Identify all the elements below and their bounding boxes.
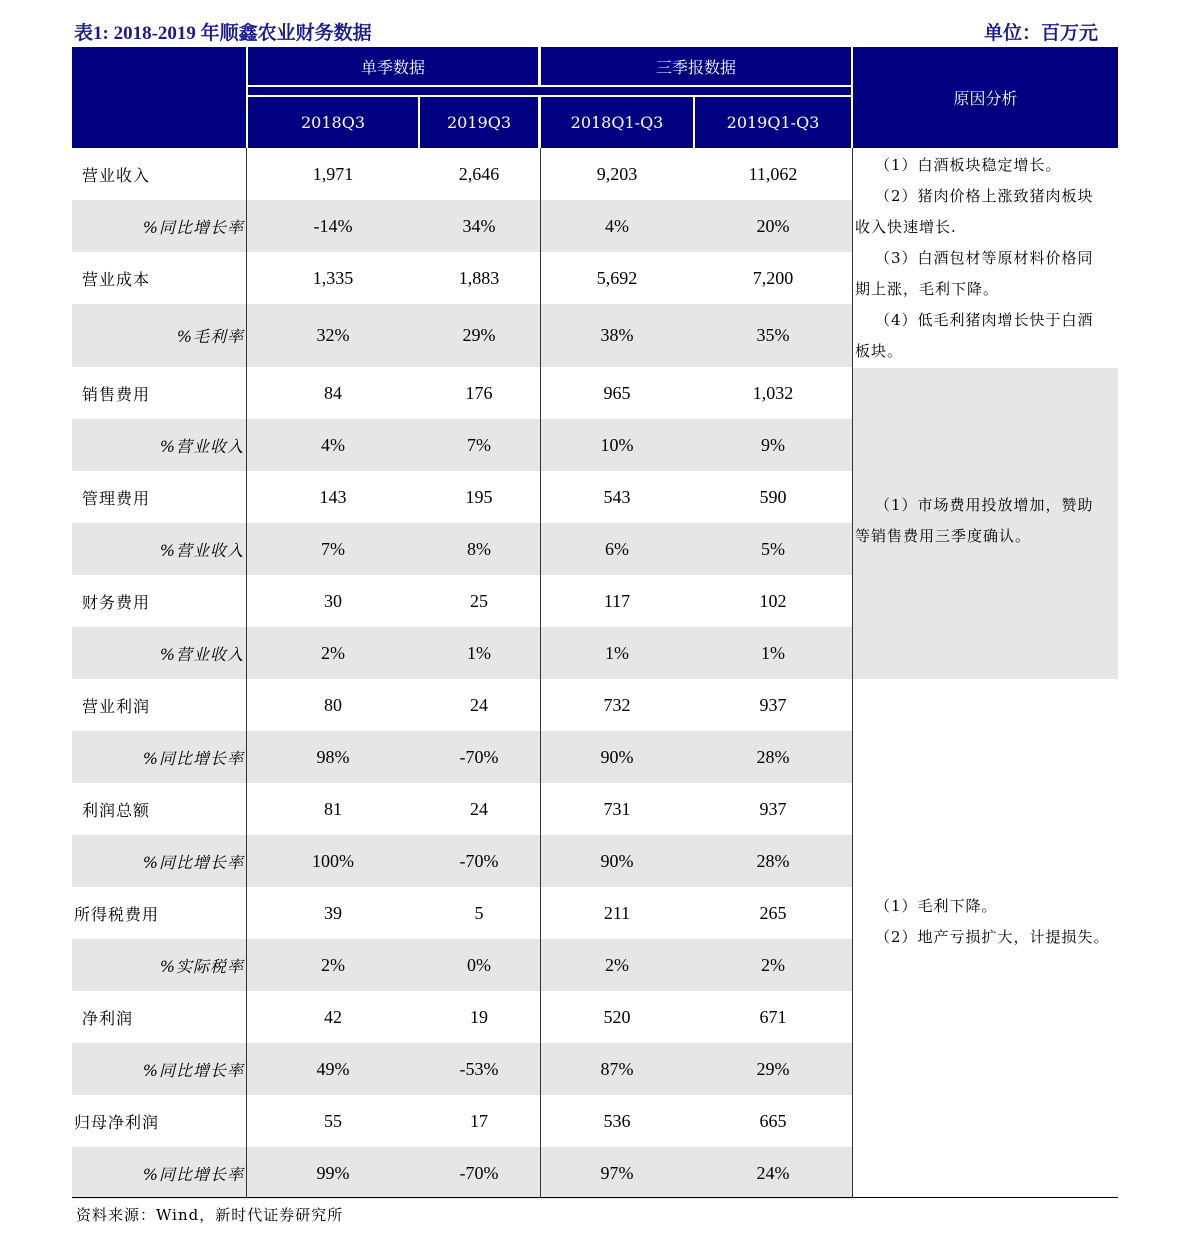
row-sublabel: %营业收入: [159, 644, 244, 664]
table-cell: 7%: [467, 434, 491, 455]
table-row: [72, 367, 852, 419]
header-col-2018q1q3: 2018Q1-Q3: [541, 97, 693, 148]
table-cell: 590: [759, 486, 787, 507]
table-cell: 965: [603, 382, 631, 403]
table-cell: 4%: [321, 434, 345, 455]
table-cell: 7,200: [752, 267, 794, 288]
table-cell: 28%: [756, 850, 790, 871]
row-label: 利润总额: [82, 800, 151, 820]
table-row: [72, 148, 852, 200]
header-col-2019q1q3: 2019Q1-Q3: [695, 97, 851, 148]
header-group-single: 单季数据: [248, 47, 538, 85]
header-col-2018q3: 2018Q3: [248, 97, 418, 148]
table-cell: 143: [319, 486, 347, 507]
unit-label: 单位：百万元: [983, 23, 1098, 44]
table-row: [72, 200, 852, 252]
table-cell: 2%: [321, 642, 345, 663]
table-row: [72, 939, 852, 991]
table-cell: 195: [465, 486, 493, 507]
table-cell: 2%: [321, 954, 345, 975]
table-row: [72, 887, 852, 939]
table-cell: 25: [470, 590, 488, 611]
table-cell: 55: [324, 1110, 342, 1131]
table-row: [72, 783, 852, 835]
divider-label: [246, 148, 247, 1197]
table-cell: 24: [470, 694, 488, 715]
header-group-three: 三季报数据: [541, 47, 851, 85]
table-row: [72, 731, 852, 783]
table-cell: 732: [603, 694, 631, 715]
table-cell: 42: [324, 1006, 342, 1027]
table-cell: 1,032: [752, 382, 794, 403]
row-sublabel: %营业收入: [159, 540, 244, 560]
table-cell: 1,335: [312, 267, 354, 288]
table-cell: 5%: [761, 538, 785, 559]
table-cell: 8%: [467, 538, 491, 559]
table-cell: 0%: [467, 954, 491, 975]
table-cell: 543: [603, 486, 631, 507]
row-label: 所得税费用: [74, 904, 160, 924]
table-cell: 98%: [316, 746, 350, 767]
table-cell: 211: [603, 902, 631, 923]
table-cell: 90%: [600, 746, 634, 767]
table-cell: 100%: [312, 850, 354, 871]
table-cell: 99%: [316, 1162, 350, 1183]
table-row: [72, 575, 852, 627]
table-row: [72, 1043, 852, 1095]
table-cell: 35%: [756, 325, 790, 345]
table-cell: 937: [759, 798, 787, 819]
table-cell: 81: [324, 798, 342, 819]
table-cell: 39: [324, 902, 342, 923]
table-cell: 665: [759, 1110, 787, 1131]
table-cell: 17: [470, 1110, 488, 1131]
table-cell: 24: [470, 798, 488, 819]
table-cell: 2,646: [458, 163, 500, 184]
table-cell: 1%: [605, 642, 629, 663]
header-reason: 原因分析: [853, 47, 1118, 148]
row-label: 管理费用: [82, 488, 151, 508]
row-label: 净利润: [82, 1008, 134, 1028]
table-title: 表1: 2018-2019 年顺鑫农业财务数据: [74, 23, 372, 44]
table-row: [72, 252, 852, 304]
header-col-2019q3: 2019Q3: [420, 97, 538, 148]
row-label: 销售费用: [82, 384, 151, 404]
table-cell: 5: [474, 902, 484, 923]
table-row: [72, 991, 852, 1043]
row-sublabel: %同比增长率: [142, 1060, 244, 1080]
table-cell: 7%: [321, 538, 345, 559]
reason-block-revenue: （1）白酒板块稳定增长。 （2）猪肉价格上涨致猪肉板块 收入快速增长. （3）白酒包材等原材料价格同 期上涨，毛利下降。 （4）低毛利猪肉增长快于白酒 板块。: [855, 156, 1094, 360]
table-cell: 102: [759, 590, 787, 611]
table-cell: 5,692: [596, 267, 638, 288]
table-cell: 38%: [600, 325, 634, 345]
row-label: 营业收入: [82, 165, 151, 185]
table-cell: 29%: [756, 1058, 790, 1079]
row-sublabel: %同比增长率: [142, 217, 244, 237]
row-sublabel: %同比增长率: [142, 852, 244, 872]
table-cell: 2%: [605, 954, 629, 975]
table-cell: 24%: [756, 1162, 790, 1183]
table-cell: 1%: [761, 642, 785, 663]
table-cell: 937: [759, 694, 787, 715]
table-cell: 671: [759, 1006, 787, 1027]
source-note: 资料来源：Wind，新时代证券研究所: [76, 1206, 344, 1224]
reason-block-profit: （1）毛利下降。 （2）地产亏损扩大，计提损失。: [875, 897, 1110, 946]
row-label: 归母净利润: [74, 1112, 160, 1132]
table-row: [72, 1147, 852, 1199]
row-label: 财务费用: [82, 592, 151, 612]
table-cell: 87%: [600, 1058, 634, 1079]
table-cell: 117: [603, 590, 631, 611]
row-sublabel: %营业收入: [159, 436, 244, 456]
table-cell: -70%: [459, 746, 499, 767]
table-row: [72, 471, 852, 523]
table-cell: 84: [324, 382, 342, 403]
row-sublabel: %实际税率: [159, 956, 244, 976]
table-cell: 176: [465, 382, 493, 403]
table-cell: 1,883: [458, 267, 500, 288]
divider-groups: [540, 148, 541, 1197]
table-row: [72, 835, 852, 887]
table-row: [72, 304, 852, 367]
table-cell: 34%: [462, 215, 496, 236]
table-cell: 9%: [761, 434, 785, 455]
table-cell: -53%: [459, 1058, 499, 1079]
table-cell: 4%: [605, 215, 629, 236]
table-cell: 29%: [462, 325, 496, 345]
table-bottom-rule: [72, 1197, 1118, 1198]
row-sublabel: %毛利率: [176, 327, 244, 346]
table-cell: 11,062: [748, 163, 798, 184]
row-label: 营业成本: [82, 269, 151, 289]
table-cell: 90%: [600, 850, 634, 871]
table-row: [72, 1095, 852, 1147]
table-cell: 97%: [600, 1162, 634, 1183]
table-title-bar: [72, 14, 1118, 48]
table-cell: 20%: [756, 215, 790, 236]
table-cell: 536: [603, 1110, 631, 1131]
table-row: [72, 419, 852, 471]
reason-block-expenses: （1）市场费用投放增加，赞助 等销售费用三季度确认。: [853, 368, 1118, 679]
table-cell: 49%: [316, 1058, 350, 1079]
header-gap: [248, 87, 851, 95]
table-cell: 2%: [761, 954, 785, 975]
table-cell: 28%: [756, 746, 790, 767]
table-row: [72, 523, 852, 575]
table-cell: -70%: [459, 1162, 499, 1183]
table-cell: 265: [759, 902, 787, 923]
header-corner: [72, 47, 246, 148]
table-cell: 731: [603, 798, 631, 819]
table-cell: -70%: [459, 850, 499, 871]
table-cell: -14%: [313, 215, 353, 236]
table-cell: 520: [603, 1006, 631, 1027]
table-cell: 30: [324, 590, 342, 611]
table-cell: 6%: [605, 538, 629, 559]
table-cell: 32%: [316, 325, 350, 345]
table-cell: 1%: [467, 642, 491, 663]
table-cell: 80: [324, 694, 342, 715]
table-row: [72, 627, 852, 679]
row-label: 营业利润: [82, 696, 151, 716]
table-cell: 19: [470, 1006, 488, 1027]
table-cell: 9,203: [596, 163, 638, 184]
table-row: [72, 679, 852, 731]
table-cell: 1,971: [312, 163, 354, 184]
row-sublabel: %同比增长率: [142, 1164, 244, 1184]
table-cell: 10%: [600, 434, 634, 455]
row-sublabel: %同比增长率: [142, 748, 244, 768]
